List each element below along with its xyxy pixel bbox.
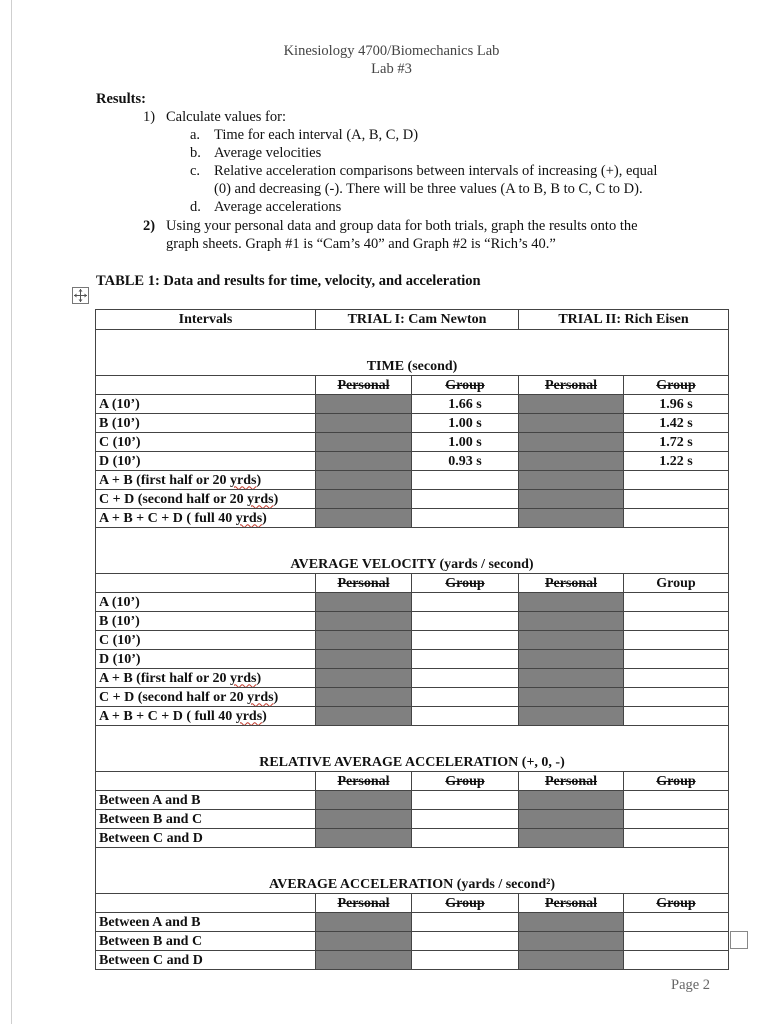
table-row [96,452,729,471]
personal-cell[interactable] [519,829,624,848]
item-1-text: Calculate values for: [166,109,286,125]
row-label: A + B (first half or 20 yrds) [96,669,316,688]
group-cell[interactable] [624,913,729,932]
t2-personal-header: Personal [519,376,624,395]
row-label: Between C and D [96,829,316,848]
personal-cell[interactable] [316,490,412,509]
group-value: 1.42 s [624,414,729,433]
personal-cell[interactable] [519,932,624,951]
intervals-header: Intervals [96,310,316,330]
group-cell[interactable] [624,951,729,970]
t1-group-header: Group [412,894,519,913]
table-row [96,593,729,612]
personal-cell[interactable] [316,395,412,414]
header-lab: Lab #3 [371,61,412,77]
sub-a-letter: a. [190,127,201,143]
group-cell[interactable] [624,791,729,810]
group-cell[interactable] [412,913,519,932]
relative-gap [96,726,729,755]
personal-cell[interactable] [519,791,624,810]
row-label: D (10’) [96,650,316,669]
sub-a-text: Time for each interval (A, B, C, D) [214,127,419,143]
table-row [96,810,729,829]
group-value: 0.93 s [412,452,519,471]
row-label: Between B and C [96,810,316,829]
velocity-subheader-row [96,574,729,593]
t2-group-header: Group [624,574,729,593]
personal-cell[interactable] [519,414,624,433]
personal-cell[interactable] [316,688,412,707]
group-value: 1.66 s [412,395,519,414]
page-number: Page 2 [671,977,711,993]
t2-personal-header: Personal [519,772,624,791]
personal-cell[interactable] [519,395,624,414]
table-row [96,395,729,414]
row-label: B (10’) [96,612,316,631]
personal-cell[interactable] [316,650,412,669]
table-row [96,414,729,433]
t1-personal-header: Personal [316,772,412,791]
personal-cell[interactable] [519,913,624,932]
personal-cell[interactable] [519,471,624,490]
personal-cell[interactable] [316,932,412,951]
t1-personal-header: Personal [316,894,412,913]
group-value: 1.96 s [624,395,729,414]
group-cell[interactable] [624,471,729,490]
personal-cell[interactable] [519,593,624,612]
row-label: C (10’) [96,631,316,650]
group-cell[interactable] [624,688,729,707]
personal-cell[interactable] [519,509,624,528]
acceleration-gap [96,848,729,877]
group-cell[interactable] [624,810,729,829]
row-label: A (10’) [96,395,316,414]
personal-cell[interactable] [519,452,624,471]
row-label: C + D (second half or 20 yrds) [96,688,316,707]
sub-c-text-line1: Relative acceleration comparisons between intervals of increasing (+), equal [214,163,658,179]
acceleration-section-title: AVERAGE ACCELERATION (yards / second²) [96,876,729,894]
personal-cell[interactable] [519,669,624,688]
personal-cell[interactable] [519,650,624,669]
relative-section-title: RELATIVE AVERAGE ACCELERATION (+, 0, -) [96,754,729,772]
t1-group-header: Group [412,574,519,593]
personal-cell[interactable] [316,913,412,932]
t2-personal-header: Personal [519,894,624,913]
table-resize-handle[interactable] [730,931,748,949]
group-cell[interactable] [624,707,729,726]
t2-group-header: Group [624,772,729,791]
group-cell[interactable] [412,791,519,810]
row-label: C + D (second half or 20 yrds) [96,490,316,509]
group-cell[interactable] [624,612,729,631]
table-move-handle[interactable] [72,287,89,304]
group-cell[interactable] [412,650,519,669]
group-cell[interactable] [412,707,519,726]
time-section-title: TIME (second) [96,358,729,376]
table-row [96,490,729,509]
row-label: B (10’) [96,414,316,433]
row-label: Between C and D [96,951,316,970]
personal-cell[interactable] [316,509,412,528]
sub-d-letter: d. [190,199,201,215]
personal-cell[interactable] [519,688,624,707]
personal-cell[interactable] [519,951,624,970]
results-table [95,309,729,970]
group-cell[interactable] [412,810,519,829]
personal-cell[interactable] [316,707,412,726]
item-2-number: 2) [143,218,156,234]
item-2-text-line2: graph sheets. Graph #1 is “Cam’s 40” and Graph #2 is “Rich’s 40.” [166,236,556,252]
personal-cell[interactable] [316,631,412,650]
group-cell[interactable] [624,509,729,528]
item-1-number: 1) [143,109,156,125]
personal-cell[interactable] [316,471,412,490]
table-row [96,471,729,490]
table-row [96,669,729,688]
item-2-text-line1: Using your personal data and group data for both trials, graph the results onto the [166,218,638,234]
row-label: A + B + C + D ( full 40 yrds) [96,707,316,726]
personal-cell[interactable] [316,433,412,452]
personal-cell[interactable] [316,951,412,970]
group-cell[interactable] [624,669,729,688]
personal-cell[interactable] [316,414,412,433]
personal-cell[interactable] [316,829,412,848]
group-cell[interactable] [412,688,519,707]
row-label: Between B and C [96,932,316,951]
t2-group-header: Group [624,376,729,395]
group-cell[interactable] [624,490,729,509]
personal-cell[interactable] [316,791,412,810]
group-value: 1.00 s [412,433,519,452]
personal-cell[interactable] [519,631,624,650]
sub-b-text: Average velocities [214,145,322,161]
row-label: A + B + C + D ( full 40 yrds) [96,509,316,528]
t1-group-header: Group [412,772,519,791]
group-cell[interactable] [624,650,729,669]
relative-subheader-row [96,772,729,791]
row-label: A + B (first half or 20 yrds) [96,471,316,490]
time-subheader-row [96,376,729,395]
row-label: D (10’) [96,452,316,471]
group-cell[interactable] [412,631,519,650]
personal-cell[interactable] [519,490,624,509]
row-label: Between A and B [96,913,316,932]
velocity-gap [96,528,729,557]
group-cell[interactable] [412,951,519,970]
group-cell[interactable] [412,829,519,848]
row-label: C (10’) [96,433,316,452]
group-value: 1.22 s [624,452,729,471]
group-cell[interactable] [412,490,519,509]
personal-cell[interactable] [519,612,624,631]
personal-cell[interactable] [316,669,412,688]
group-value: 1.00 s [412,414,519,433]
velocity-section-title: AVERAGE VELOCITY (yards / second) [96,556,729,574]
group-cell[interactable] [412,593,519,612]
sub-b-letter: b. [190,145,201,161]
sub-c-text-line2: (0) and decreasing (-). There will be three values (A to B, B to C, C to D). [214,181,643,197]
t1-group-header: Group [412,376,519,395]
table-row [96,829,729,848]
table-row [96,650,729,669]
personal-cell[interactable] [519,707,624,726]
group-cell[interactable] [624,593,729,612]
row-label: Between A and B [96,791,316,810]
table-caption: TABLE 1: Data and results for time, velocity, and acceleration [96,273,481,289]
page-left-edge [11,0,12,1024]
table-row [96,951,729,970]
t2-group-header: Group [624,894,729,913]
move-arrows-icon [73,288,88,303]
personal-cell[interactable] [316,452,412,471]
table-row [96,932,729,951]
document-header [0,42,783,78]
personal-cell[interactable] [316,810,412,829]
personal-cell[interactable] [519,810,624,829]
group-cell[interactable] [624,932,729,951]
table-row [96,433,729,452]
sub-d-text: Average accelerations [214,199,342,215]
group-cell[interactable] [624,631,729,650]
table-row [96,631,729,650]
personal-cell[interactable] [316,612,412,631]
trial1-header: TRIAL I: Cam Newton [316,310,519,330]
trial2-header: TRIAL II: Rich Eisen [519,310,729,330]
sub-c-letter: c. [190,163,201,179]
t2-personal-header: Personal [519,574,624,593]
group-cell[interactable] [412,471,519,490]
group-cell[interactable] [412,612,519,631]
acceleration-subheader-row [96,894,729,913]
header-course: Kinesiology 4700/Biomechanics Lab [283,43,500,59]
group-cell[interactable] [412,669,519,688]
time-gap [96,330,729,359]
group-cell[interactable] [624,829,729,848]
personal-cell[interactable] [519,433,624,452]
table-header-row [96,310,729,330]
group-cell[interactable] [412,932,519,951]
row-label: A (10’) [96,593,316,612]
t1-personal-header: Personal [316,574,412,593]
table-row [96,612,729,631]
results-label: Results: [96,91,146,107]
table-row [96,509,729,528]
group-cell[interactable] [412,509,519,528]
table-row [96,791,729,810]
table-row [96,707,729,726]
table-row [96,688,729,707]
t1-personal-header: Personal [316,376,412,395]
group-value: 1.72 s [624,433,729,452]
personal-cell[interactable] [316,593,412,612]
table-row [96,913,729,932]
